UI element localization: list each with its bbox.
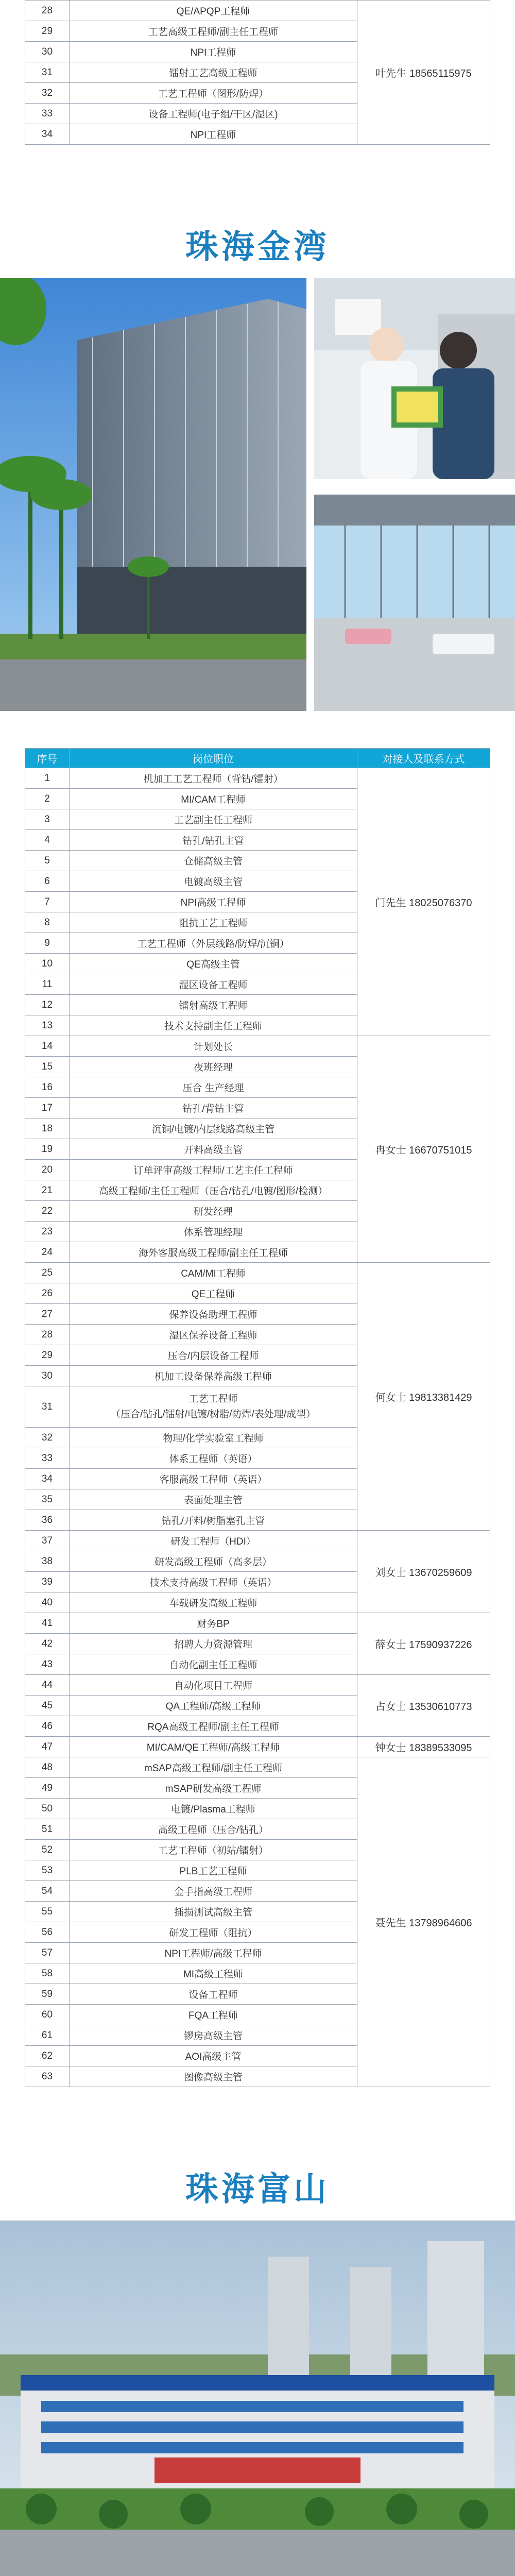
row-number: 2 xyxy=(25,789,70,809)
job-position: 夜班经理 xyxy=(70,1057,357,1077)
job-position: 保养设备助理工程师 xyxy=(70,1304,357,1325)
job-position: 表面处理主管 xyxy=(70,1489,357,1510)
job-position: 钻孔/开料/树脂塞孔主管 xyxy=(70,1510,357,1531)
row-number: 50 xyxy=(25,1799,70,1819)
table-row xyxy=(25,1,490,21)
row-number: 1 xyxy=(25,768,70,789)
row-number: 56 xyxy=(25,1922,70,1943)
job-position: RQA高级工程师/副主任工程师 xyxy=(70,1716,357,1737)
row-number: 30 xyxy=(25,1366,70,1386)
section-title-fushan: 珠海富山 xyxy=(185,2171,330,2209)
job-position: 镭射高级工程师 xyxy=(70,995,357,1015)
row-number: 10 xyxy=(25,954,70,974)
table-header-row xyxy=(25,749,490,768)
job-position: MI/CAM工程师 xyxy=(70,789,357,809)
job-position: 电镀高级主管 xyxy=(70,871,357,892)
job-position: 设备工程师(电子组/干区/湿区) xyxy=(70,104,357,124)
job-position: MI/CAM/QE工程师/高级工程师 xyxy=(70,1737,357,1757)
row-number: 9 xyxy=(25,933,70,954)
row-number: 3 xyxy=(25,809,70,830)
row-number: 41 xyxy=(25,1613,70,1634)
job-position: 客服高级工程师（英语） xyxy=(70,1469,357,1489)
row-number: 39 xyxy=(25,1572,70,1592)
row-number: 16 xyxy=(25,1077,70,1098)
job-position: 物理/化学实验室工程师 xyxy=(70,1428,357,1448)
row-number: 44 xyxy=(25,1675,70,1696)
row-number: 51 xyxy=(25,1819,70,1840)
job-position: 工艺副主任工程师 xyxy=(70,809,357,830)
row-number: 37 xyxy=(25,1531,70,1551)
job-position: 电镀/Plasma工程师 xyxy=(70,1799,357,1819)
job-position: 工艺工程师（外层线路/防焊/沉铜） xyxy=(70,933,357,954)
row-number: 45 xyxy=(25,1696,70,1716)
job-position: 技术支持高级工程师（英语） xyxy=(70,1572,357,1592)
row-number: 52 xyxy=(25,1840,70,1860)
job-position: QE/APQP工程师 xyxy=(70,1,357,21)
job-position: 插损测试高级主管 xyxy=(70,1902,357,1922)
job-position: mSAP高级工程师/副主任工程师 xyxy=(70,1757,357,1778)
row-number: 32 xyxy=(25,1428,70,1448)
row-number: 6 xyxy=(25,871,70,892)
row-number: 19 xyxy=(25,1139,70,1160)
job-position: NPI高级工程师 xyxy=(70,892,357,912)
contact-person: 何女士 19813381429 xyxy=(357,1263,490,1531)
row-number: 53 xyxy=(25,1860,70,1881)
row-number: 13 xyxy=(25,1015,70,1036)
row-number: 25 xyxy=(25,1263,70,1283)
row-number: 24 xyxy=(25,1242,70,1263)
job-position: NPI工程师 xyxy=(70,124,357,145)
job-table-2 xyxy=(25,748,490,2087)
row-number: 7 xyxy=(25,892,70,912)
row-number: 57 xyxy=(25,1943,70,1963)
row-number: 29 xyxy=(25,21,70,42)
row-number: 34 xyxy=(25,1469,70,1489)
job-position: PLB工艺工程师 xyxy=(70,1860,357,1881)
job-position: mSAP研发高级工程师 xyxy=(70,1778,357,1799)
job-position: 高级工程师/主任工程师（压合/钻孔/电镀/图形/检测） xyxy=(70,1180,357,1201)
table-1-wrapper xyxy=(0,0,515,145)
row-number: 48 xyxy=(25,1757,70,1778)
row-number: 29 xyxy=(25,1345,70,1366)
row-number: 49 xyxy=(25,1778,70,1799)
job-position: 自动化副主任工程师 xyxy=(70,1654,357,1675)
row-number: 36 xyxy=(25,1510,70,1531)
job-position: FQA工程师 xyxy=(70,2005,357,2025)
job-position: 工艺工程师（初站/镭射） xyxy=(70,1840,357,1860)
job-position: 阻抗工艺工程师 xyxy=(70,912,357,933)
job-position: 技术支持副主任工程师 xyxy=(70,1015,357,1036)
job-position: QE工程师 xyxy=(70,1283,357,1304)
job-position: 研发工程师（阻抗） xyxy=(70,1922,357,1943)
job-position: 机加工工艺工程师（背钻/镭射） xyxy=(70,768,357,789)
table-2-wrapper xyxy=(0,748,515,2087)
row-number: 28 xyxy=(25,1325,70,1345)
row-number: 15 xyxy=(25,1057,70,1077)
job-position: 压合 生产经理 xyxy=(70,1077,357,1098)
row-number: 20 xyxy=(25,1160,70,1180)
job-position: QE高级主管 xyxy=(70,954,357,974)
contact-person: 钟女士 18389533095 xyxy=(357,1737,490,1757)
job-position: AOI高级主管 xyxy=(70,2046,357,2066)
job-position: 钻孔/钻孔主管 xyxy=(70,830,357,851)
row-number: 38 xyxy=(25,1551,70,1572)
job-position: 仓储高级主管 xyxy=(70,851,357,871)
row-number: 4 xyxy=(25,830,70,851)
row-number: 61 xyxy=(25,2025,70,2046)
contact-person: 门先生 18025076370 xyxy=(357,768,490,1036)
table-row xyxy=(25,1675,490,1696)
row-number: 18 xyxy=(25,1118,70,1139)
row-number: 26 xyxy=(25,1283,70,1304)
row-number: 35 xyxy=(25,1489,70,1510)
job-position: 体系管理经理 xyxy=(70,1222,357,1242)
row-number: 43 xyxy=(25,1654,70,1675)
job-position: 工艺工程师（图形/防焊） xyxy=(70,83,357,104)
row-number: 33 xyxy=(25,104,70,124)
job-position: 海外客服高级工程师/副主任工程师 xyxy=(70,1242,357,1263)
job-position: 沉铜/电镀/内层线路高级主管 xyxy=(70,1118,357,1139)
table-row xyxy=(25,1613,490,1634)
job-position: 湿区设备工程师 xyxy=(70,974,357,995)
job-position: 体系工程师（英语） xyxy=(70,1448,357,1469)
table-row xyxy=(25,1036,490,1057)
contact-person: 薛女士 17590937226 xyxy=(357,1613,490,1675)
job-position: 压合/内层设备工程师 xyxy=(70,1345,357,1366)
row-number: 63 xyxy=(25,2066,70,2087)
section-title-jinwan: 珠海金湾 xyxy=(185,228,330,266)
row-number: 14 xyxy=(25,1036,70,1057)
job-position: 研发经理 xyxy=(70,1201,357,1222)
job-position: 机加工设备保养高级工程师 xyxy=(70,1366,357,1386)
section-3-header xyxy=(0,2163,515,2210)
job-position: 设备工程师 xyxy=(70,1984,357,2005)
table-row xyxy=(25,1757,490,1778)
job-position: NPI工程师/高级工程师 xyxy=(70,1943,357,1963)
row-number: 32 xyxy=(25,83,70,104)
job-position: 钻孔/背钻主管 xyxy=(70,1098,357,1118)
row-number: 28 xyxy=(25,1,70,21)
fushan-campus-photo xyxy=(0,2221,515,2576)
job-position: 高级工程师（压合/钻孔） xyxy=(70,1819,357,1840)
job-position: 研发工程师（HDI） xyxy=(70,1531,357,1551)
job-position: 自动化项目工程师 xyxy=(70,1675,357,1696)
column-header: 岗位职位 xyxy=(70,749,357,768)
row-number: 59 xyxy=(25,1984,70,2005)
job-position: 招聘人力资源管理 xyxy=(70,1634,357,1654)
row-number: 30 xyxy=(25,42,70,62)
job-position: 锣房高级主管 xyxy=(70,2025,357,2046)
row-number: 23 xyxy=(25,1222,70,1242)
row-number: 22 xyxy=(25,1201,70,1222)
row-number: 31 xyxy=(25,1386,70,1428)
table-row xyxy=(25,1531,490,1551)
row-number: 54 xyxy=(25,1881,70,1902)
row-number: 5 xyxy=(25,851,70,871)
job-position: 工艺高级工程师/副主任工程师 xyxy=(70,21,357,42)
row-number: 34 xyxy=(25,124,70,145)
row-number: 47 xyxy=(25,1737,70,1757)
job-position: 湿区保养设备工程师 xyxy=(70,1325,357,1345)
row-number: 55 xyxy=(25,1902,70,1922)
job-position: 开料高级主管 xyxy=(70,1139,357,1160)
row-number: 60 xyxy=(25,2005,70,2025)
row-number: 46 xyxy=(25,1716,70,1737)
job-position: 镭射工艺高级工程师 xyxy=(70,62,357,83)
job-table-1 xyxy=(25,0,490,145)
job-position: 工艺工程师 （压合/钻孔/镭射/电镀/树脂/防焊/表处理/成型） xyxy=(70,1386,357,1428)
contact-person: 聂先生 13798964606 xyxy=(357,1757,490,2087)
jinwan-building-photo xyxy=(0,278,306,711)
section-2-header xyxy=(0,221,515,268)
row-number: 11 xyxy=(25,974,70,995)
job-position: QA工程师/高级工程师 xyxy=(70,1696,357,1716)
job-position: 订单评审高级工程师/工艺主任工程师 xyxy=(70,1160,357,1180)
row-number: 58 xyxy=(25,1963,70,1984)
row-number: 21 xyxy=(25,1180,70,1201)
job-position: MI高级工程师 xyxy=(70,1963,357,1984)
contact-person: 刘女士 13670259609 xyxy=(357,1531,490,1613)
job-position: 计划处长 xyxy=(70,1036,357,1057)
table-row xyxy=(25,1263,490,1283)
column-header: 序号 xyxy=(25,749,70,768)
job-position: 图像高级主管 xyxy=(70,2066,357,2087)
row-number: 62 xyxy=(25,2046,70,2066)
table-row xyxy=(25,768,490,789)
row-number: 42 xyxy=(25,1634,70,1654)
jinwan-lobby-photo xyxy=(314,495,515,711)
row-number: 40 xyxy=(25,1592,70,1613)
row-number: 33 xyxy=(25,1448,70,1469)
job-position: 研发高级工程师（高多层） xyxy=(70,1551,357,1572)
row-number: 17 xyxy=(25,1098,70,1118)
job-position: NPI工程师 xyxy=(70,42,357,62)
job-position: 财务BP xyxy=(70,1613,357,1634)
contact-person: 冉女士 16670751015 xyxy=(357,1036,490,1263)
job-position: 金手指高级工程师 xyxy=(70,1881,357,1902)
job-position: 车载研发高级工程师 xyxy=(70,1592,357,1613)
contact-person: 叶先生 18565115975 xyxy=(357,1,490,145)
contact-person: 占女士 13530610773 xyxy=(357,1675,490,1737)
table-row xyxy=(25,1737,490,1757)
row-number: 8 xyxy=(25,912,70,933)
row-number: 31 xyxy=(25,62,70,83)
job-position: CAM/MI工程师 xyxy=(70,1263,357,1283)
column-header: 对接人及联系方式 xyxy=(357,749,490,768)
row-number: 27 xyxy=(25,1304,70,1325)
jinwan-staff-photo xyxy=(314,278,515,479)
row-number: 12 xyxy=(25,995,70,1015)
